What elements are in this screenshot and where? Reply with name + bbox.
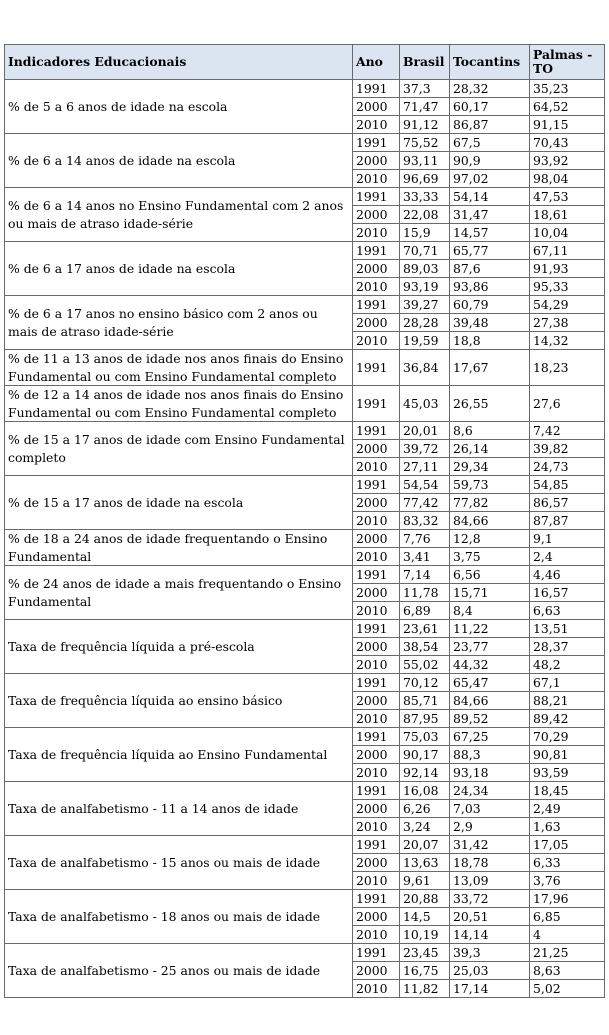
brasil-value: 6,26	[400, 800, 450, 818]
year-cell: 2000	[353, 314, 400, 332]
year-cell: 2000	[353, 206, 400, 224]
palmas-value: 88,21	[530, 692, 605, 710]
tocantins-value: 26,14	[450, 440, 530, 458]
table-row	[5, 836, 605, 854]
palmas-value: 39,82	[530, 440, 605, 458]
education-indicators-table	[4, 44, 605, 998]
brasil-value: 3,24	[400, 818, 450, 836]
year-cell: 1991	[353, 674, 400, 692]
palmas-value: 86,57	[530, 494, 605, 512]
brasil-value: 33,33	[400, 188, 450, 206]
tocantins-value: 20,51	[450, 908, 530, 926]
palmas-value: 13,51	[530, 620, 605, 638]
brasil-value: 11,82	[400, 980, 450, 998]
palmas-value: 48,2	[530, 656, 605, 674]
palmas-value: 14,32	[530, 332, 605, 350]
brasil-value: 85,71	[400, 692, 450, 710]
tocantins-value: 6,56	[450, 566, 530, 584]
indicator-label: Taxa de analfabetismo - 18 anos ou mais de idade	[5, 890, 353, 944]
palmas-value: 27,38	[530, 314, 605, 332]
year-cell: 2010	[353, 512, 400, 530]
brasil-value: 20,88	[400, 890, 450, 908]
year-cell: 1991	[353, 728, 400, 746]
indicator-label: % de 18 a 24 anos de idade frequentando o Ensino Fundamental	[5, 530, 353, 566]
palmas-value: 4,46	[530, 566, 605, 584]
year-cell: 1991	[353, 134, 400, 152]
year-cell: 1991	[353, 620, 400, 638]
year-cell: 2000	[353, 530, 400, 548]
year-cell: 2010	[353, 458, 400, 476]
brasil-value: 11,78	[400, 584, 450, 602]
year-cell: 2010	[353, 710, 400, 728]
brasil-value: 75,52	[400, 134, 450, 152]
tocantins-value: 2,9	[450, 818, 530, 836]
tocantins-value: 86,87	[450, 116, 530, 134]
palmas-value: 90,81	[530, 746, 605, 764]
brasil-value: 22,08	[400, 206, 450, 224]
table-row	[5, 782, 605, 800]
tocantins-value: 24,34	[450, 782, 530, 800]
tocantins-value: 14,14	[450, 926, 530, 944]
palmas-value: 2,49	[530, 800, 605, 818]
palmas-value: 5,02	[530, 980, 605, 998]
table-row	[5, 476, 605, 494]
tocantins-value: 8,6	[450, 422, 530, 440]
table-row	[5, 350, 605, 386]
tocantins-value: 11,22	[450, 620, 530, 638]
year-cell: 2000	[353, 908, 400, 926]
palmas-value: 70,43	[530, 134, 605, 152]
brasil-value: 77,42	[400, 494, 450, 512]
palmas-value: 64,52	[530, 98, 605, 116]
palmas-value: 27,6	[530, 386, 605, 422]
brasil-value: 38,54	[400, 638, 450, 656]
year-cell: 2000	[353, 800, 400, 818]
year-cell: 2010	[353, 980, 400, 998]
brasil-value: 7,76	[400, 530, 450, 548]
header-indicator: Indicadores Educacionais	[5, 45, 353, 80]
brasil-value: 10,19	[400, 926, 450, 944]
indicator-label: Taxa de frequência líquida ao Ensino Fundamental	[5, 728, 353, 782]
tocantins-value: 84,66	[450, 512, 530, 530]
table-row	[5, 134, 605, 152]
brasil-value: 92,14	[400, 764, 450, 782]
year-cell: 2000	[353, 746, 400, 764]
year-cell: 2010	[353, 818, 400, 836]
table-row	[5, 620, 605, 638]
palmas-value: 18,23	[530, 350, 605, 386]
year-cell: 2000	[353, 584, 400, 602]
brasil-value: 70,12	[400, 674, 450, 692]
brasil-value: 23,61	[400, 620, 450, 638]
header-palmas: Palmas -TO	[530, 45, 605, 80]
palmas-value: 9,1	[530, 530, 605, 548]
palmas-value: 54,85	[530, 476, 605, 494]
year-cell: 1991	[353, 836, 400, 854]
palmas-value: 67,11	[530, 242, 605, 260]
year-cell: 2000	[353, 692, 400, 710]
palmas-value: 67,1	[530, 674, 605, 692]
palmas-value: 7,42	[530, 422, 605, 440]
palmas-value: 10,04	[530, 224, 605, 242]
year-cell: 2010	[353, 764, 400, 782]
table-row	[5, 188, 605, 206]
palmas-value: 6,33	[530, 854, 605, 872]
brasil-value: 13,63	[400, 854, 450, 872]
brasil-value: 54,54	[400, 476, 450, 494]
palmas-value: 93,59	[530, 764, 605, 782]
tocantins-value: 54,14	[450, 188, 530, 206]
palmas-value: 93,92	[530, 152, 605, 170]
table-row	[5, 890, 605, 908]
brasil-value: 55,02	[400, 656, 450, 674]
palmas-value: 8,63	[530, 962, 605, 980]
tocantins-value: 93,18	[450, 764, 530, 782]
year-cell: 2000	[353, 494, 400, 512]
table-row	[5, 944, 605, 962]
header-row	[5, 45, 605, 80]
brasil-value: 6,89	[400, 602, 450, 620]
table-row	[5, 386, 605, 422]
year-cell: 2010	[353, 926, 400, 944]
brasil-value: 36,84	[400, 350, 450, 386]
palmas-value: 54,29	[530, 296, 605, 314]
year-cell: 2010	[353, 332, 400, 350]
year-cell: 2000	[353, 260, 400, 278]
tocantins-value: 3,75	[450, 548, 530, 566]
indicator-label: % de 5 a 6 anos de idade na escola	[5, 80, 353, 134]
year-cell: 2010	[353, 116, 400, 134]
brasil-value: 93,19	[400, 278, 450, 296]
indicator-label: % de 11 a 13 anos de idade nos anos finais do Ensino Fundamental ou com Ensino Fundamental completo	[5, 350, 353, 386]
year-cell: 2000	[353, 638, 400, 656]
year-cell: 1991	[353, 80, 400, 98]
tocantins-value: 39,48	[450, 314, 530, 332]
brasil-value: 91,12	[400, 116, 450, 134]
indicator-label: % de 15 a 17 anos de idade com Ensino Fundamental completo	[5, 422, 353, 476]
table-row	[5, 728, 605, 746]
palmas-value: 18,61	[530, 206, 605, 224]
tocantins-value: 29,34	[450, 458, 530, 476]
header-brasil: Brasil	[400, 45, 450, 80]
header-tocantins: Tocantins	[450, 45, 530, 80]
indicator-label: % de 6 a 14 anos no Ensino Fundamental com 2 anos ou mais de atraso idade-série	[5, 188, 353, 242]
year-cell: 1991	[353, 782, 400, 800]
tocantins-value: 23,77	[450, 638, 530, 656]
year-cell: 1991	[353, 296, 400, 314]
tocantins-value: 90,9	[450, 152, 530, 170]
year-cell: 1991	[353, 422, 400, 440]
palmas-value: 17,05	[530, 836, 605, 854]
palmas-value: 3,76	[530, 872, 605, 890]
brasil-value: 27,11	[400, 458, 450, 476]
tocantins-value: 60,17	[450, 98, 530, 116]
indicator-label: Taxa de analfabetismo - 15 anos ou mais de idade	[5, 836, 353, 890]
palmas-value: 28,37	[530, 638, 605, 656]
tocantins-value: 25,03	[450, 962, 530, 980]
tocantins-value: 8,4	[450, 602, 530, 620]
brasil-value: 39,27	[400, 296, 450, 314]
year-cell: 2010	[353, 548, 400, 566]
indicator-label: Taxa de analfabetismo - 11 a 14 anos de idade	[5, 782, 353, 836]
brasil-value: 93,11	[400, 152, 450, 170]
table-body	[5, 80, 605, 998]
table-header	[5, 45, 605, 80]
indicator-label: % de 15 a 17 anos de idade na escola	[5, 476, 353, 530]
brasil-value: 96,69	[400, 170, 450, 188]
brasil-value: 16,08	[400, 782, 450, 800]
tocantins-value: 44,32	[450, 656, 530, 674]
brasil-value: 39,72	[400, 440, 450, 458]
indicator-label: % de 6 a 17 anos de idade na escola	[5, 242, 353, 296]
brasil-value: 19,59	[400, 332, 450, 350]
tocantins-value: 13,09	[450, 872, 530, 890]
palmas-value: 21,25	[530, 944, 605, 962]
palmas-value: 70,29	[530, 728, 605, 746]
brasil-value: 90,17	[400, 746, 450, 764]
year-cell: 1991	[353, 350, 400, 386]
palmas-value: 6,63	[530, 602, 605, 620]
brasil-value: 75,03	[400, 728, 450, 746]
indicator-label: Taxa de frequência líquida ao ensino básico	[5, 674, 353, 728]
indicator-label: % de 24 anos de idade a mais frequentando o Ensino Fundamental	[5, 566, 353, 620]
tocantins-value: 67,5	[450, 134, 530, 152]
tocantins-value: 65,47	[450, 674, 530, 692]
year-cell: 2000	[353, 440, 400, 458]
table-row	[5, 422, 605, 440]
table-row	[5, 296, 605, 314]
tocantins-value: 12,8	[450, 530, 530, 548]
year-cell: 2010	[353, 602, 400, 620]
year-cell: 2010	[353, 656, 400, 674]
year-cell: 1991	[353, 386, 400, 422]
table-row	[5, 242, 605, 260]
palmas-value: 87,87	[530, 512, 605, 530]
year-cell: 1991	[353, 890, 400, 908]
palmas-value: 18,45	[530, 782, 605, 800]
palmas-value: 16,57	[530, 584, 605, 602]
table-row	[5, 80, 605, 98]
year-cell: 2010	[353, 278, 400, 296]
tocantins-value: 65,77	[450, 242, 530, 260]
palmas-value: 35,23	[530, 80, 605, 98]
tocantins-value: 87,6	[450, 260, 530, 278]
brasil-value: 20,07	[400, 836, 450, 854]
brasil-value: 3,41	[400, 548, 450, 566]
palmas-value: 2,4	[530, 548, 605, 566]
palmas-value: 6,85	[530, 908, 605, 926]
brasil-value: 7,14	[400, 566, 450, 584]
indicator-label: % de 6 a 14 anos de idade na escola	[5, 134, 353, 188]
year-cell: 1991	[353, 188, 400, 206]
palmas-value: 98,04	[530, 170, 605, 188]
brasil-value: 45,03	[400, 386, 450, 422]
year-cell: 2010	[353, 170, 400, 188]
palmas-value: 91,15	[530, 116, 605, 134]
year-cell: 2000	[353, 854, 400, 872]
tocantins-value: 97,02	[450, 170, 530, 188]
year-cell: 1991	[353, 944, 400, 962]
table-row	[5, 566, 605, 584]
palmas-value: 4	[530, 926, 605, 944]
table-row	[5, 530, 605, 548]
year-cell: 2000	[353, 962, 400, 980]
tocantins-value: 14,57	[450, 224, 530, 242]
tocantins-value: 59,73	[450, 476, 530, 494]
brasil-value: 16,75	[400, 962, 450, 980]
indicator-label: Taxa de frequência líquida a pré-escola	[5, 620, 353, 674]
palmas-value: 24,73	[530, 458, 605, 476]
year-cell: 2000	[353, 98, 400, 116]
indicator-label: Taxa de analfabetismo - 25 anos ou mais de idade	[5, 944, 353, 998]
year-cell: 2000	[353, 152, 400, 170]
palmas-value: 91,93	[530, 260, 605, 278]
brasil-value: 87,95	[400, 710, 450, 728]
tocantins-value: 18,78	[450, 854, 530, 872]
tocantins-value: 17,67	[450, 350, 530, 386]
tocantins-value: 7,03	[450, 800, 530, 818]
brasil-value: 14,5	[400, 908, 450, 926]
tocantins-value: 89,52	[450, 710, 530, 728]
brasil-value: 83,32	[400, 512, 450, 530]
palmas-value: 1,63	[530, 818, 605, 836]
tocantins-value: 67,25	[450, 728, 530, 746]
tocantins-value: 26,55	[450, 386, 530, 422]
tocantins-value: 77,82	[450, 494, 530, 512]
year-cell: 1991	[353, 476, 400, 494]
brasil-value: 28,28	[400, 314, 450, 332]
tocantins-value: 88,3	[450, 746, 530, 764]
brasil-value: 20,01	[400, 422, 450, 440]
palmas-value: 47,53	[530, 188, 605, 206]
brasil-value: 23,45	[400, 944, 450, 962]
brasil-value: 70,71	[400, 242, 450, 260]
palmas-value: 89,42	[530, 710, 605, 728]
brasil-value: 15,9	[400, 224, 450, 242]
tocantins-value: 39,3	[450, 944, 530, 962]
palmas-value: 95,33	[530, 278, 605, 296]
tocantins-value: 31,47	[450, 206, 530, 224]
brasil-value: 71,47	[400, 98, 450, 116]
brasil-value: 89,03	[400, 260, 450, 278]
header-year: Ano	[353, 45, 400, 80]
brasil-value: 37,3	[400, 80, 450, 98]
tocantins-value: 17,14	[450, 980, 530, 998]
tocantins-value: 33,72	[450, 890, 530, 908]
year-cell: 1991	[353, 242, 400, 260]
tocantins-value: 84,66	[450, 692, 530, 710]
year-cell: 2010	[353, 872, 400, 890]
brasil-value: 9,61	[400, 872, 450, 890]
tocantins-value: 31,42	[450, 836, 530, 854]
tocantins-value: 18,8	[450, 332, 530, 350]
year-cell: 1991	[353, 566, 400, 584]
palmas-value: 17,96	[530, 890, 605, 908]
tocantins-value: 28,32	[450, 80, 530, 98]
tocantins-value: 60,79	[450, 296, 530, 314]
year-cell: 2010	[353, 224, 400, 242]
indicator-label: % de 6 a 17 anos no ensino básico com 2 anos ou mais de atraso idade-série	[5, 296, 353, 350]
tocantins-value: 15,71	[450, 584, 530, 602]
indicator-label: % de 12 a 14 anos de idade nos anos finais do Ensino Fundamental ou com Ensino Fundamental completo	[5, 386, 353, 422]
tocantins-value: 93,86	[450, 278, 530, 296]
table-row	[5, 674, 605, 692]
